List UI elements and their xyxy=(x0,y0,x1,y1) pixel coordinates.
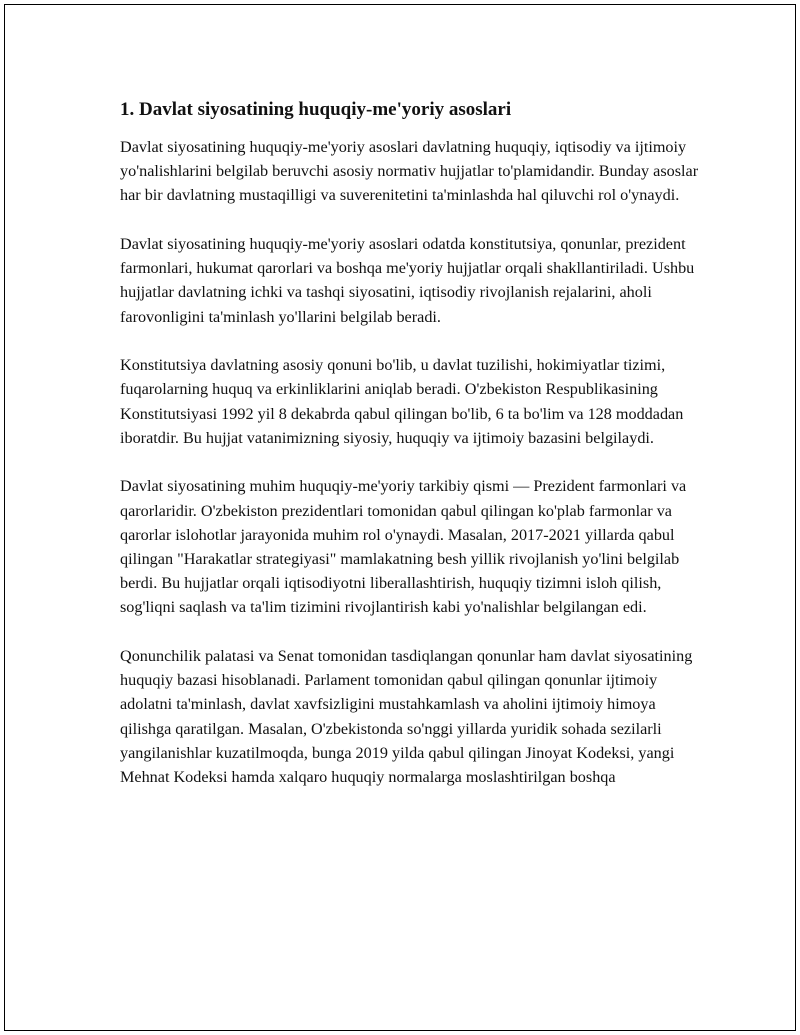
paragraph-2: Davlat siyosatining huquqiy-me'yoriy asoslari odatda konstitutsiya, qonunlar, prezident farmonlari, hukumat qarorlari va boshqa me'yoriy hujjatlar orqali shakllantiriladi. Ushbu hujjatlar davlatning ichki va tashqi siyosatini, iqtisodiy rivojlanish rejalarini, aholi farovonligini ta'minlash yo'llarini belgilab beradi. xyxy=(120,235,695,326)
paragraph-5: Qonunchilik palatasi va Senat tomonidan tasdiqlangan qonunlar ham davlat siyosatining huquqiy bazasi hisoblanadi. Parlament tomonidan qabul qilingan qonunlar ijtimoiy adolatni ta'minlash, davlat xavfsizligini mustahkamlash va aholini ijtimoiy himoya qilishga qaratilgan. Masalan, O'zbekistonda so'nggi yillarda yuridik sohada sezilarli yangilanishlar kuzatilmoqda, bunga 2019 yilda qabul qilingan Jinoyat Kodeksi, yangi Mehnat Kodeksi hamda xalqaro huquqiy normalarga moslashtirilgan boshqa xyxy=(120,647,693,787)
document-body xyxy=(120,97,700,814)
paragraph-1: Davlat siyosatining huquqiy-me'yoriy asoslari davlatning huquqiy, iqtisodiy va ijtimoiy yo'nalishlarini belgilab beruvchi asosiy normativ hujjatlar to'plamidandir. Bunday asoslar har bir davlatning mustaqilligi va suverenitetini ta'minlashda hal qiluvchi rol o'ynaydi. xyxy=(120,138,699,205)
section-heading: 1. Davlat siyosatining huquqiy-me'yoriy asoslari xyxy=(120,99,512,120)
paragraph-3: Konstitutsiya davlatning asosiy qonuni bo'lib, u davlat tuzilishi, hokimiyatlar tizimi, fuqarolarning huquq va erkinliklarini aniqlab beradi. O'zbekiston Respublikasining Konstitutsiyasi 1992 yil 8 dekabrda qabul qilingan bo'lib, 6 ta bo'lim va 128 moddadan iboratdir. Bu hujjat vatanimizning siyosiy, huquqiy va ijtimoiy bazasini belgilaydi. xyxy=(120,356,684,447)
page-frame xyxy=(4,4,796,1031)
paragraph-4: Davlat siyosatining muhim huquqiy-me'yoriy tarkibiy qismi — Prezident farmonlari va qarorlaridir. O'zbekiston prezidentlari tomonidan qabul qilingan ko'plab farmonlar va qarorlar islohotlar jarayonida muhim rol o'ynaydi. Masalan, 2017-2021 yillarda qabul qilingan "Harakatlar strategiyasi" mamlakatning besh yillik rivojlanish yo'lini belgilab berdi. Bu hujjatlar orqali iqtisodiyotni liberallashtirish, huquqiy tizimni isloh qilish, sog'liqni saqlash va ta'lim tizimini rivojlantirish kabi yo'nalishlar belgilangan edi. xyxy=(120,477,687,617)
